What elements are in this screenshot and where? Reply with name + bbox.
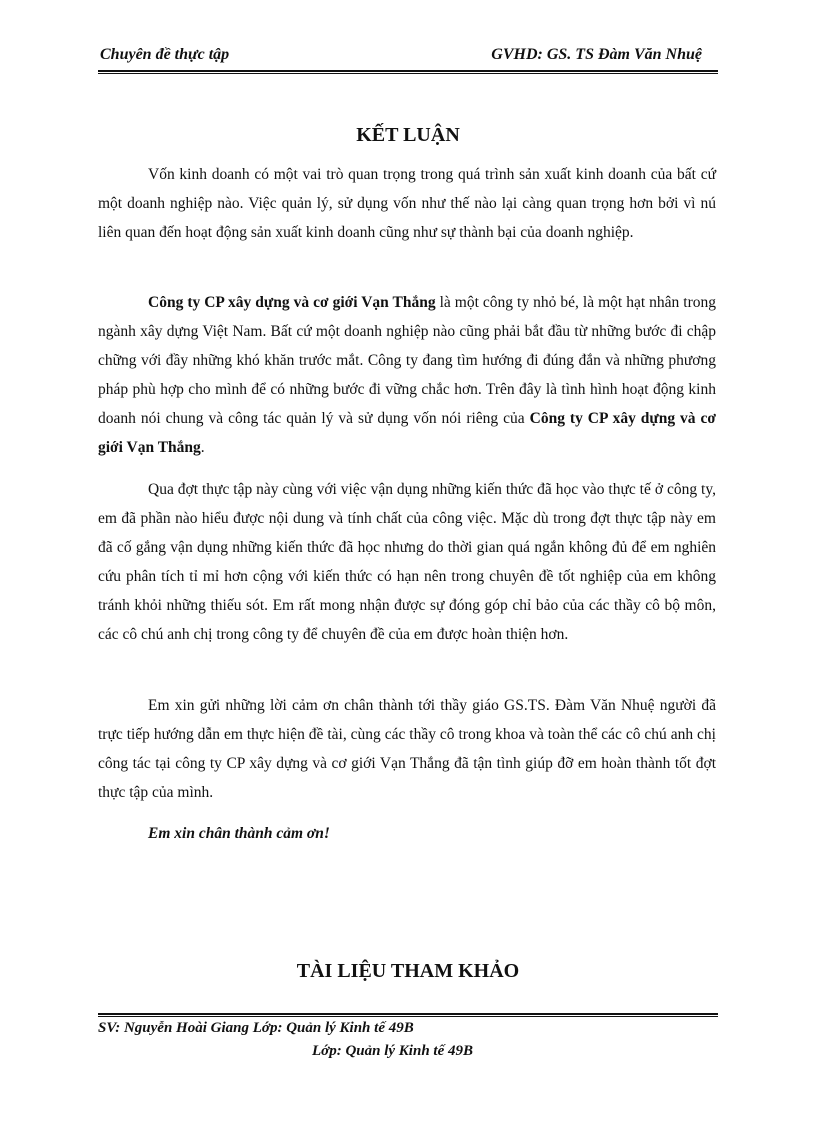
conclusion-paragraph-4: Em xin gửi những lời cảm ơn chân thành tới thầy giáo GS.TS. Đàm Văn Nhuệ người đã trực tiếp hướng dẫn em thực hiện đề tài, cùng các thầy cô trong khoa và toàn thể các cô chú anh chị công tác tại công ty CP xây dựng và cơ giới Vạn Thắng đã tận tình giúp đỡ em hoàn thành tốt đợt thực tập của mình.	[98, 697, 716, 801]
header-rule	[98, 70, 718, 72]
header-supervisor: GVHD: GS. TS Đàm Văn Nhuệ	[491, 46, 702, 63]
header-rule-thin	[98, 73, 718, 74]
conclusion-paragraph-2	[98, 288, 716, 462]
company-name: Công ty CP xây dựng và cơ giới Vạn Thắng	[148, 294, 436, 311]
footer-class-line: Lớp: Quản lý Kinh tế 49B	[312, 1043, 473, 1059]
closing-thanks: Em xin chân thành cảm ơn!	[148, 825, 330, 842]
footer-student-line: SV: Nguyễn Hoài Giang Lớp: Quản lý Kinh tế 49B	[98, 1020, 414, 1036]
paragraph-2-end: .	[200, 439, 205, 456]
header-subject: Chuyên đề thực tập	[100, 46, 230, 63]
paragraph-2-body: là một công ty nhỏ bé, là một hạt nhân trong ngành xây dựng Việt Nam. Bất cứ một doanh nghiệp nào cũng phải bắt đầu từ những bước đi chập chững với đầy những khó khăn trước mắt. Công ty đang tìm hướng đi đúng đắn và những phương pháp phù hợp cho mình để có những bước đi vững chắc hơn. Trên đây là tình hình hoạt động kinh doanh nói chung và công tác quản lý và sử dụng vốn nói riêng của	[98, 294, 716, 427]
company-name-end: Công ty CP xây dựng và cơ giới Vạn Thắng	[98, 410, 716, 456]
references-title: TÀI LIỆU THAM KHẢO	[296, 960, 520, 982]
footer-rule	[98, 1013, 718, 1015]
conclusion-title: KẾT LUẬN	[356, 124, 460, 146]
page-header	[98, 46, 718, 68]
footer-rule-thin	[98, 1016, 718, 1017]
conclusion-paragraph-3: Qua đợt thực tập này cùng với việc vận dụng những kiến thức đã học vào thực tế ở công ty, em đã phần nào hiểu được nội dung và tính chất của công việc. Mặc dù trong đợt thực tập này em đã cố gắng vận dụng những kiến thức đã học nhưng do thời gian quá ngắn không đủ để em nghiên cứu phân tích tỉ mỉ hơn cộng với kiến thức có hạn nên trong chuyên đề tốt nghiệp của em không tránh khỏi những thiếu sót. Em rất mong nhận được sự đóng góp chỉ bảo của các thầy cô bộ môn, các cô chú anh chị trong công ty để chuyên đề của em được hoàn thiện hơn.	[98, 481, 716, 643]
conclusion-paragraph-1: Vốn kinh doanh có một vai trò quan trọng trong quá trình sản xuất kinh doanh của bất cứ một doanh nghiệp nào. Việc quản lý, sử dụng vốn như thế nào lại càng quan trọng hơn bởi vì nú liên quan đến hoạt động sản xuất kinh doanh cũng như sự thành bại của doanh nghiệp.	[98, 166, 716, 241]
